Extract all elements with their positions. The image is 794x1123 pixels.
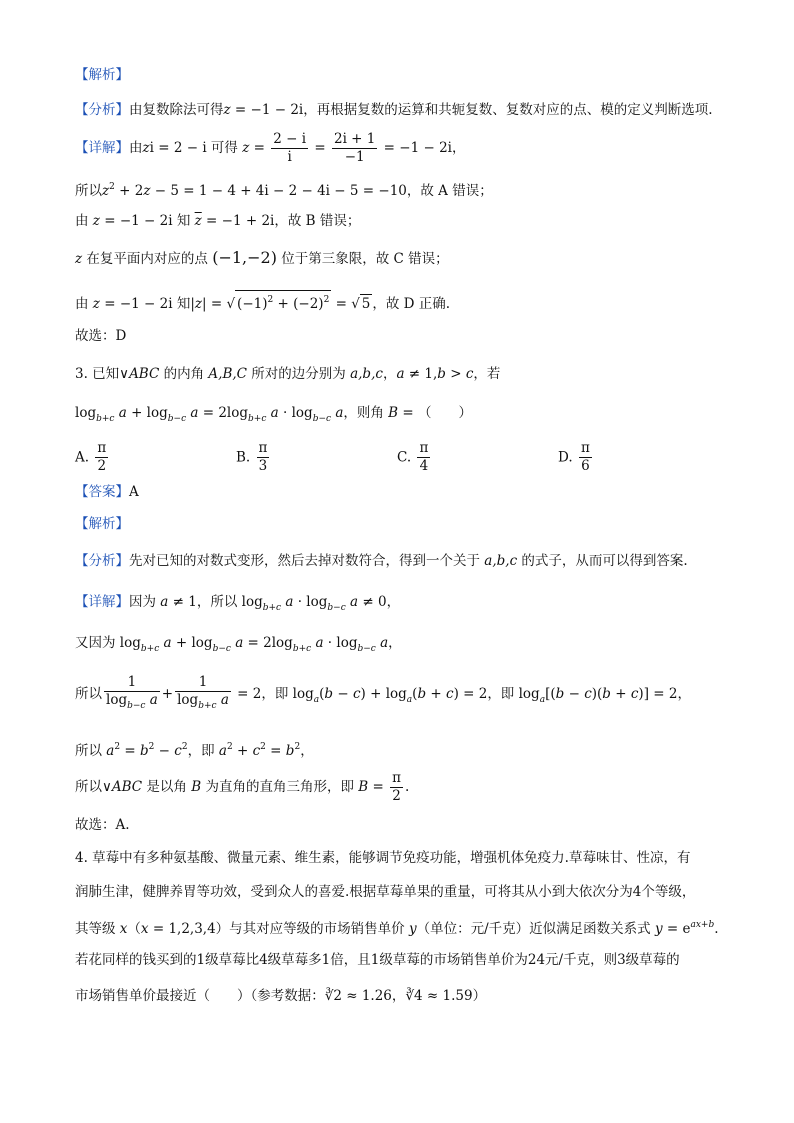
xiangjie-tag: 【详解】 (75, 140, 129, 156)
q3-option-a (75, 440, 110, 475)
option-fraction (579, 440, 592, 475)
option-denominator: 4 (419, 458, 429, 474)
q3-jiexi-tag: 【解析】 (75, 516, 129, 532)
q4-line-3: 其等级 x（x = 1,2,3,4）与其对应等级的市场销售单价 y（单位：元/千克）近似满足函数关系式 $y = e^{ax+b}$. (75, 920, 719, 937)
option-numerator: π (97, 440, 107, 456)
option-letter: C. (397, 449, 412, 466)
q2-line-b: 由 z = −1 − 2i 知 $\overline{z} = -1 + 2i$，故 B 错误； (75, 213, 361, 229)
q2-fenxi: 【分析】由复数除法可得z = −1 − 2i，再根据复数的运算和共轭复数、复数对应的点、模的定义判断选项. (75, 102, 713, 118)
option-denominator: 2 (97, 458, 107, 474)
option-letter: B. (236, 449, 251, 466)
q3-option-c (397, 440, 432, 475)
q2-xiangjie: 【详解】由zi = 2 − i 可得 z = $\frac{2 - i}{i}$ = $\frac{2i + 1}{-1}$ = −1 − 2i， (75, 131, 466, 165)
q4-line-5: 市场销售单价最接近（ ）（参考数据：∛2 ≈ 1.26，∛4 ≈ 1.59） (75, 988, 487, 1004)
fraction: $\frac{1}{\log_{b-c} a}$ (106, 674, 158, 711)
q3-line-1: 又因为 $\log_{b+c} a + \log_{b-c} a = 2\log_{b+c}$ $a \cdot \log_{b-c} a$， (75, 635, 402, 654)
q3-line-3: 所以 $a^2 = b^2 - c^2$，即 $a^2 + c^2 = b^2$， (75, 742, 314, 759)
q3-xiangjie: 【详解】因为 a ≠ 1，所以 $\log_{b+c} a \cdot \log_{b-c} a \ne 0$， (75, 594, 401, 613)
fraction: $\frac{\pi}{2}$ (392, 770, 401, 804)
option-fraction (257, 440, 270, 475)
q3-stem-1: 3. 已知∨ABC 的内角 A,B,C 所对的边分别为 a,b,c，a ≠ 1,b > c，若 (75, 366, 501, 382)
q3-option-d (558, 440, 594, 475)
fenxi-tag: 【分析】 (75, 102, 129, 118)
q3-fenxi: 【分析】先对已知的对数式变形，然后去掉对数符合，得到一个关于 a,b,c 的式子，从而可以得到答案. (75, 553, 688, 569)
option-fraction (417, 440, 430, 475)
jiexi-tag: 【解析】 (75, 67, 129, 83)
q2-line-a: 所以$z^2 + 2z - 5 = 1 - 4 + 4i - 2 - 4i - 5 = -10$，故 A 错误； (75, 182, 493, 199)
q4-line-1: 4. 草莓中有多种氨基酸、微量元素、维生素，能够调节免疫功能，增强机体免疫力.草莓味甘、性凉，有 (75, 850, 691, 866)
q2-line-c: z 在复平面内对应的点 (−1,−2) 位于第三象限，故 C 错误； (75, 248, 449, 267)
q3-line-4: 所以∨ABC 是以角 B 为直角的直角三角形，即 B = $\frac{\pi}{2}$ . (75, 770, 410, 804)
daan-value: A (129, 484, 139, 500)
option-letter: A. (75, 449, 90, 466)
q3-answer: 故选：A. (75, 817, 130, 833)
q3-stem-2: $\log_{b+c} a + \log_{b-c} a = 2\log_{b+c}$ $a \cdot \log_{b-c} a$，则角 B = （ ） (75, 405, 472, 424)
option-fraction (95, 440, 108, 475)
q3-daan (75, 483, 139, 501)
q3-option-b (236, 440, 271, 475)
fraction: $\frac{2i + 1}{-1}$ (333, 131, 376, 165)
q3-line-2: 所以 $\frac{1}{\log_{b-c} a}$ + $\frac{1}{\log_{b+c} a}$ = 2，即 $\log_a(b - c) + \log_a(b + c) = 2$，即 $\log_a[(b - c)(b + c)] = 2$， (75, 674, 691, 715)
xiangjie-tag: 【详解】 (75, 594, 129, 610)
q4-line-2: 润肺生津，健脾养胃等功效，受到众人的喜爱.根据草莓单果的重量，可将其从小到大依次分为4个等级， (75, 884, 696, 900)
option-letter: D. (558, 449, 573, 466)
fenxi-tag: 【分析】 (75, 553, 129, 569)
option-denominator: 3 (258, 458, 268, 474)
fraction: $\frac{1}{\log_{b+c} a}$ (177, 674, 229, 711)
option-denominator: 6 (581, 458, 590, 474)
daan-tag: 【答案】 (75, 484, 129, 500)
q4-line-4: 若花同样的钱买到的1级草莓比4级草莓多1倍，且1级草莓的市场销售单价为24元/千克，则3级草莓的 (75, 952, 680, 968)
q2-line-d: 由 z = −1 − 2i 知|z| = √ $(-1)^2 + (-2)^2$ = √ 5 ，故 D 正确. (75, 290, 450, 313)
option-numerator: π (419, 440, 429, 456)
fraction: $\frac{2 - i}{i}$ (273, 131, 307, 165)
q2-answer: 故选：D (75, 328, 127, 344)
option-numerator: π (258, 440, 268, 456)
option-numerator: π (580, 440, 590, 456)
